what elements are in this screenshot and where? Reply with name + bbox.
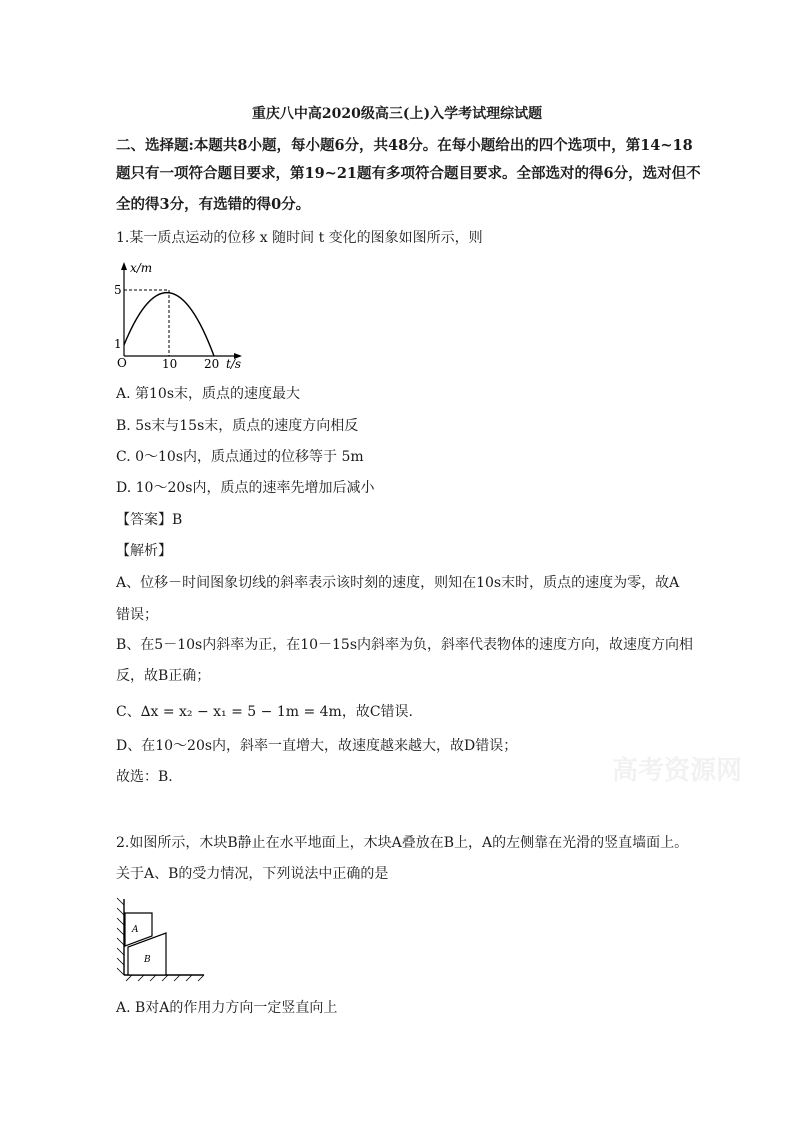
graph-y-axis-label: x/m bbox=[130, 261, 153, 275]
graph-origin-label: O bbox=[117, 356, 127, 370]
watermark: 高考资源网 bbox=[612, 756, 743, 786]
q2-blocks-diagram bbox=[110, 895, 210, 983]
q2-option-a: A. B对A的作用力方向一定竖直向上 bbox=[116, 1000, 338, 1016]
graph-x-tick-20: 20 bbox=[204, 357, 220, 371]
q1-stem: 1.某一质点运动的位移 x 随时间 t 变化的图象如图所示，则 bbox=[116, 230, 483, 246]
q1-analysis-line-6: D、在10～20s内，斜率一直增大，故速度越来越大，故D错误； bbox=[116, 738, 518, 754]
q1-analysis-line-1: A、位移－时间图象切线的斜率表示该时刻的速度，则知在10s末时，质点的速度为零，故A bbox=[116, 575, 680, 591]
q2-stem-line-1: 2.如图所示，木块B静止在水平地面上，木块A叠放在B上，A的左侧靠在光滑的竖直墙面上。 bbox=[116, 835, 689, 851]
q1-analysis-label: 【解析】 bbox=[116, 543, 172, 559]
section-intro-line-1: 二、选择题:本题共8小题，每小题6分，共48分。在每小题给出的四个选项中，第14~18 bbox=[116, 137, 693, 154]
q1-analysis-line-7: 故选：B. bbox=[116, 769, 173, 785]
q1-answer: 【答案】B bbox=[116, 512, 183, 528]
q1-analysis-line-3: B、在5－10s内斜率为正，在10－15s内斜率为负，斜率代表物体的速度方向，故速度方向相 bbox=[116, 637, 694, 653]
q1-displacement-time-graph bbox=[108, 256, 248, 374]
section-intro-line-2: 题只有一项符合题目要求，第19~21题有多项符合题目要求。全部选对的得6分，选对但不 bbox=[116, 165, 701, 182]
q1-option-a: A. 第10s末，质点的速度最大 bbox=[116, 386, 301, 402]
page-title: 重庆八中高2020级高三(上)入学考试理综试题 bbox=[251, 106, 543, 122]
section-intro-line-3: 全的得3分，有选错的得0分。 bbox=[116, 196, 311, 213]
block-a-label: A bbox=[132, 925, 139, 935]
q1-analysis-line-5: C、∆x = x₂ − x₁ = 5 − 1m = 4m，故C错误. bbox=[116, 704, 413, 720]
q2-stem-line-2: 关于A、B的受力情况，下列说法中正确的是 bbox=[116, 866, 389, 882]
graph-y-tick-5: 5 bbox=[114, 283, 122, 297]
graph-x-axis-label: t/s bbox=[226, 357, 242, 371]
q1-option-b: B. 5s末与15s末，质点的速度方向相反 bbox=[116, 418, 359, 434]
graph-x-tick-10: 10 bbox=[162, 357, 178, 371]
q1-option-d: D. 10～20s内，质点的速率先增加后减小 bbox=[116, 480, 375, 496]
graph-y-tick-1: 1 bbox=[114, 337, 122, 351]
q1-analysis-line-4: 反，故B正确； bbox=[116, 668, 211, 684]
q1-analysis-line-2: 错误； bbox=[116, 607, 158, 623]
block-b-label: B bbox=[144, 955, 151, 965]
q1-option-c: C. 0～10s内，质点通过的位移等于 5m bbox=[116, 449, 364, 465]
